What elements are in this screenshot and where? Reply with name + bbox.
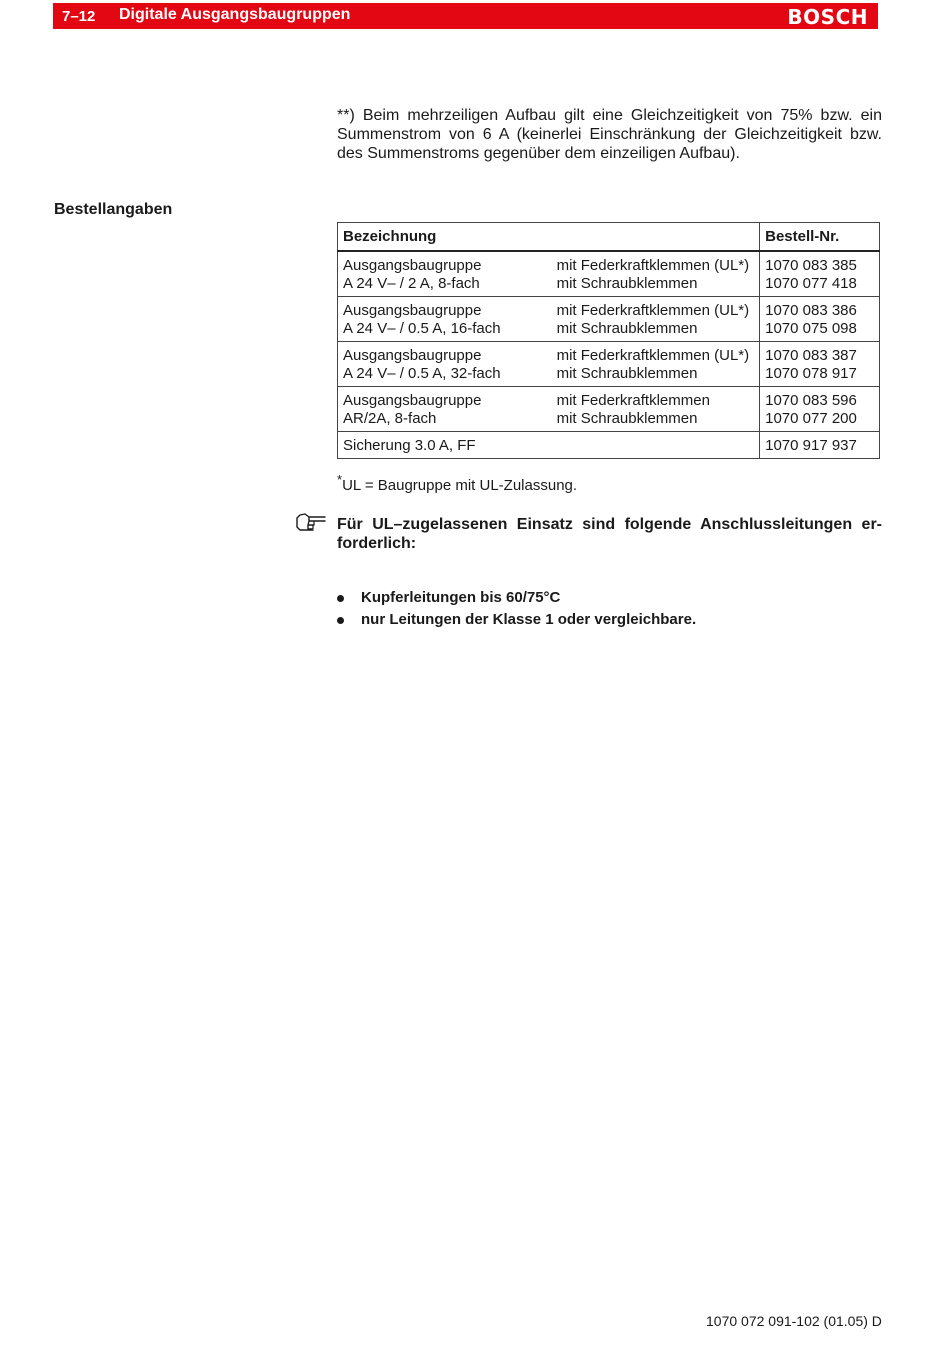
pointing-hand-icon (296, 510, 326, 534)
module-name: Ausgangsbaugruppe (343, 347, 482, 364)
column-header-order-number: Bestell-Nr. (760, 223, 880, 252)
table-row (338, 387, 880, 432)
module-name: Ausgangsbaugruppe (343, 302, 482, 319)
footnote-text: UL = Baugruppe mit UL-Zulassung. (342, 477, 578, 494)
brand-logo: BOSCH (787, 5, 868, 29)
requirement-text: Kupferleitungen bis 60/75°C (361, 589, 561, 606)
footnote-paragraph: **) Beim mehrzeiligen Aufbau gilt eine Gleichzeitigkeit von 75% bzw. ein Summenstrom von 6 A (keinerlei Einschränkung der Gleichzeitigkeit bzw. des Summenstroms gegenüber dem einzeiligen Aufbau). (337, 107, 882, 162)
requirement-text: nur Leitungen der Klasse 1 oder vergleichbare. (361, 611, 697, 628)
document-id: 1070 072 091-102 (01.05) D (706, 1313, 882, 1329)
order-number: 1070 077 200 (765, 410, 857, 427)
fuse-designation: Sicherung 3.0 A, FF (338, 432, 760, 459)
list-item (337, 610, 696, 632)
variant-cell (552, 251, 760, 297)
variant-spring: mit Federkraftklemmen (UL*) (556, 257, 750, 274)
order-number-cell (760, 297, 880, 342)
module-spec: A 24 V– / 0.5 A, 16-fach (343, 320, 501, 337)
bullet-icon (337, 595, 344, 602)
fuse-order-number: 1070 917 937 (760, 432, 880, 459)
order-number-cell (760, 251, 880, 297)
table-row (338, 342, 880, 387)
order-number-cell (760, 342, 880, 387)
variant-cell (552, 387, 760, 432)
variant-spring: mit Federkraftklemmen (UL*) (556, 347, 750, 364)
table-row (338, 251, 880, 297)
variant-spring: mit Federkraftklemmen (556, 392, 710, 409)
table-header-row (338, 223, 880, 252)
order-number: 1070 083 387 (765, 347, 857, 364)
variant-screw: mit Schraubklemmen (556, 275, 698, 292)
table-row-fuse (338, 432, 880, 459)
order-number: 1070 083 386 (765, 302, 857, 319)
variant-cell (552, 342, 760, 387)
table-row (338, 297, 880, 342)
order-number: 1070 083 385 (765, 257, 857, 274)
page-header (53, 3, 878, 29)
designation-cell (338, 387, 552, 432)
order-number: 1070 075 098 (765, 320, 857, 337)
module-spec: AR/2A, 8-fach (343, 410, 437, 427)
variant-screw: mit Schraubklemmen (556, 365, 698, 382)
column-header-designation: Bezeichnung (338, 223, 760, 252)
order-number-cell (760, 387, 880, 432)
page-number: 7–12 (62, 8, 96, 25)
order-number: 1070 077 418 (765, 275, 857, 292)
module-spec: A 24 V– / 2 A, 8-fach (343, 275, 480, 292)
order-number: 1070 083 596 (765, 392, 857, 409)
variant-cell (552, 297, 760, 342)
module-name: Ausgangsbaugruppe (343, 392, 482, 409)
ul-hint-text: Für UL–zugelassenen Einsatz sind folgende Anschlussleitungen erforderlich: (337, 516, 882, 552)
variant-screw: mit Schraubklemmen (556, 320, 698, 337)
ul-footnote (337, 472, 577, 494)
variant-screw: mit Schraubklemmen (556, 410, 698, 427)
module-name: Ausgangsbaugruppe (343, 257, 482, 274)
designation-cell (338, 297, 552, 342)
section-title: Bestellangaben (54, 201, 173, 218)
order-number: 1070 078 917 (765, 365, 857, 382)
module-spec: A 24 V– / 0.5 A, 32-fach (343, 365, 501, 382)
chapter-title: Digitale Ausgangsbaugruppen (119, 6, 351, 23)
requirement-list (337, 588, 696, 632)
order-table (337, 222, 880, 459)
footnote-mark: * (337, 472, 343, 487)
designation-cell (338, 342, 552, 387)
variant-spring: mit Federkraftklemmen (UL*) (556, 302, 750, 319)
bullet-icon (337, 617, 344, 624)
list-item (337, 588, 696, 610)
designation-cell (338, 251, 552, 297)
